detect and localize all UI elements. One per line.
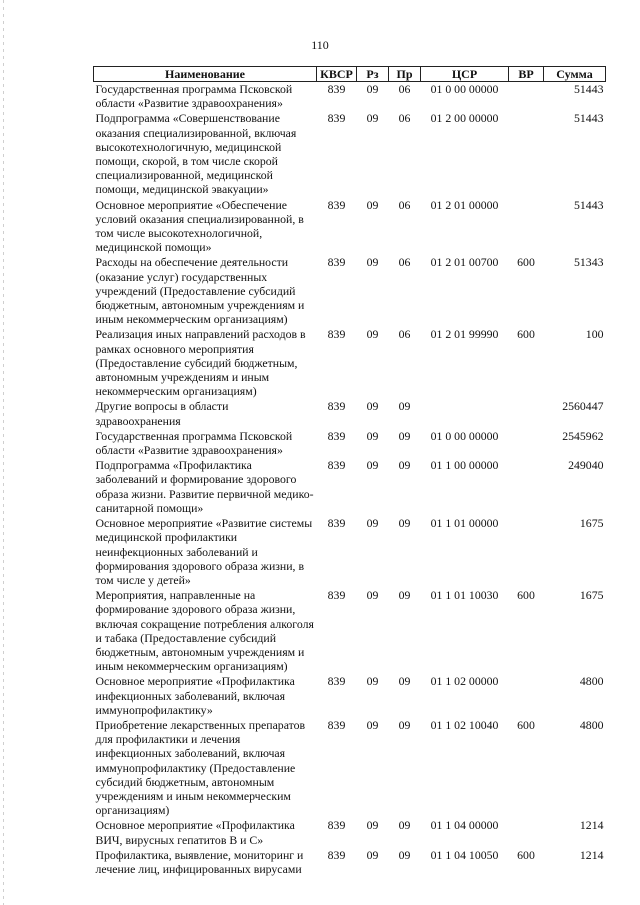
cell-vr xyxy=(509,82,544,112)
cell-kvsr: 839 xyxy=(327,847,346,862)
cell-csr: 01 2 01 00000 xyxy=(430,197,499,212)
table-header-row xyxy=(94,67,606,82)
table-row xyxy=(94,818,606,847)
cell-sum: 100 xyxy=(585,327,604,342)
cell-csr xyxy=(421,399,509,428)
cell-csr: 01 1 01 10030 xyxy=(430,588,499,603)
cell-kvsr: 839 xyxy=(327,717,346,732)
cell-rz: 09 xyxy=(366,847,379,862)
cell-vr xyxy=(509,399,544,428)
cell-vr xyxy=(509,516,544,588)
cell-name: Основное мероприятие «Профилактика ВИЧ, вирусных гепатитов В и С» xyxy=(95,818,295,847)
table-row xyxy=(94,848,606,877)
cell-rz: 09 xyxy=(366,717,379,732)
cell-sum: 2545962 xyxy=(562,428,604,443)
table-row xyxy=(94,458,606,516)
cell-name: Другие вопросы в области здравоохранения xyxy=(95,399,229,428)
table-row xyxy=(94,255,606,327)
cell-name: Мероприятия, направленные на формирование здорового образа жизни, включая сокращение потребления алкоголя и табака (Предоставление субсидий бюджетным, автономным учреждениям и иным некоммерческим организациям) xyxy=(95,588,314,674)
page-number: 110 xyxy=(311,38,329,52)
cell-name: Расходы на обеспечение деятельности (оказание услуг) государственных учреждений (Предоставление субсидий бюджетным, автономным учреждениям и иным некоммерческим организациям) xyxy=(95,255,305,327)
cell-kvsr: 839 xyxy=(327,516,346,531)
cell-name: Основное мероприятие «Обеспечение условий оказания специализированной, в том числе высокотехнологичной, медицинской помощи» xyxy=(95,197,304,255)
table-row xyxy=(94,674,606,718)
column-header-pr: Пр xyxy=(389,67,421,82)
cell-vr xyxy=(509,674,544,718)
cell-vr xyxy=(509,198,544,256)
column-header-rz: Рз xyxy=(357,67,389,82)
cell-kvsr: 839 xyxy=(327,399,346,414)
cell-pr: 09 xyxy=(398,674,411,689)
cell-kvsr: 839 xyxy=(327,111,346,126)
column-header-kvsr: КВСР xyxy=(317,67,357,82)
cell-kvsr: 839 xyxy=(327,674,346,689)
cell-vr xyxy=(509,818,544,847)
cell-sum: 1675 xyxy=(579,516,604,531)
cell-csr: 01 1 00 00000 xyxy=(430,458,499,473)
table-row xyxy=(94,198,606,256)
cell-csr: 01 0 00 00000 xyxy=(430,82,499,96)
cell-rz: 09 xyxy=(366,197,379,212)
cell-kvsr: 839 xyxy=(327,428,346,443)
cell-csr: 01 2 01 99990 xyxy=(430,327,499,342)
cell-rz: 09 xyxy=(366,428,379,443)
cell-pr: 09 xyxy=(398,399,411,414)
table-row xyxy=(94,82,606,112)
cell-sum: 1214 xyxy=(579,847,604,862)
cell-vr: 600 xyxy=(517,327,535,342)
table-row xyxy=(94,718,606,818)
cell-sum: 1214 xyxy=(579,818,604,833)
table-row xyxy=(94,516,606,588)
cell-sum: 4800 xyxy=(579,717,604,732)
cell-pr: 09 xyxy=(398,847,411,862)
column-header-csr: ЦСР xyxy=(421,67,509,82)
cell-vr xyxy=(509,458,544,516)
cell-name: Приобретение лекарственных препаратов для профилактики и лечения инфекционных заболеваний, включая иммунопрофилактику (Предоставление субсидий бюджетным, автономным учреждениям и иным некоммерческим организациям) xyxy=(95,717,306,818)
cell-csr: 01 2 00 00000 xyxy=(430,111,499,126)
cell-sum: 51443 xyxy=(574,82,604,96)
cell-rz: 09 xyxy=(366,327,379,342)
column-header-vr: ВР xyxy=(509,67,544,82)
cell-name: Профилактика, выявление, мониторинг и лечение лиц, инфицированных вирусами xyxy=(95,847,304,876)
cell-kvsr: 839 xyxy=(327,458,346,473)
cell-rz: 09 xyxy=(366,516,379,531)
cell-vr: 600 xyxy=(517,255,535,270)
table-row xyxy=(94,399,606,428)
cell-pr: 06 xyxy=(398,82,411,96)
cell-name: Подпрограмма «Совершенствование оказания специализированной, включая высокотехнологичную, медицинской помощи, скорой, в том числе скорой специализированной, медицинской помощи, медицинской эвакуации» xyxy=(95,111,297,197)
table-row xyxy=(94,111,606,197)
cell-sum: 51443 xyxy=(574,197,604,212)
cell-vr xyxy=(509,111,544,197)
cell-csr: 01 1 04 00000 xyxy=(430,818,499,833)
cell-sum: 2560447 xyxy=(562,399,604,414)
cell-kvsr: 839 xyxy=(327,255,346,270)
cell-sum: 51343 xyxy=(574,255,604,270)
scan-edge xyxy=(3,0,4,905)
table-row xyxy=(94,327,606,399)
cell-sum: 249040 xyxy=(568,458,604,473)
cell-csr: 01 2 01 00700 xyxy=(430,255,499,270)
column-header-name: Наименование xyxy=(94,67,317,82)
cell-name: Реализация иных направлений расходов в рамках основного мероприятия (Предоставление субсидий бюджетным, автономным учреждениям и иным некоммерческим организациям) xyxy=(95,327,306,399)
cell-vr: 600 xyxy=(517,717,535,732)
cell-pr: 06 xyxy=(398,327,411,342)
cell-pr: 06 xyxy=(398,255,411,270)
cell-vr: 600 xyxy=(517,847,535,862)
cell-sum: 1675 xyxy=(579,588,604,603)
cell-csr: 01 1 02 00000 xyxy=(430,674,499,689)
cell-csr: 01 0 00 00000 xyxy=(430,428,499,443)
cell-name: Государственная программа Псковской области «Развитие здравоохранения» xyxy=(95,428,293,458)
cell-vr: 600 xyxy=(517,588,535,603)
cell-rz: 09 xyxy=(366,458,379,473)
cell-name: Основное мероприятие «Развитие системы медицинской профилактики неинфекционных заболеваний и формирования здорового образа жизни, в том числе у детей» xyxy=(95,516,313,587)
budget-table xyxy=(93,66,606,877)
cell-csr: 01 1 04 10050 xyxy=(430,847,499,862)
cell-rz: 09 xyxy=(366,818,379,833)
cell-rz: 09 xyxy=(366,111,379,126)
cell-pr: 09 xyxy=(398,717,411,732)
cell-pr: 09 xyxy=(398,458,411,473)
cell-pr: 09 xyxy=(398,428,411,443)
cell-kvsr: 839 xyxy=(327,327,346,342)
table-row xyxy=(94,588,606,674)
cell-rz: 09 xyxy=(366,255,379,270)
cell-kvsr: 839 xyxy=(327,588,346,603)
cell-name: Государственная программа Псковской области «Развитие здравоохранения» xyxy=(95,82,293,111)
cell-pr: 09 xyxy=(398,516,411,531)
column-header-sum: Сумма xyxy=(544,67,606,82)
cell-rz: 09 xyxy=(366,82,379,96)
cell-pr: 06 xyxy=(398,111,411,126)
cell-name: Подпрограмма «Профилактика заболеваний и формирование здорового образа жизни. Развитие первичной медико-санитарной помощи» xyxy=(95,458,314,515)
cell-csr: 01 1 01 00000 xyxy=(430,516,499,531)
cell-kvsr: 839 xyxy=(327,82,346,96)
table-row xyxy=(94,429,606,458)
cell-kvsr: 839 xyxy=(327,197,346,212)
cell-csr: 01 1 02 10040 xyxy=(430,717,499,732)
cell-pr: 06 xyxy=(398,197,411,212)
cell-pr: 09 xyxy=(398,818,411,833)
cell-rz: 09 xyxy=(366,399,379,414)
cell-sum: 4800 xyxy=(579,674,604,689)
cell-rz: 09 xyxy=(366,588,379,603)
cell-name: Основное мероприятие «Профилактика инфекционных заболеваний, включая иммунопрофилактику» xyxy=(95,674,295,717)
cell-rz: 09 xyxy=(366,674,379,689)
cell-kvsr: 839 xyxy=(327,818,346,833)
cell-pr: 09 xyxy=(398,588,411,603)
cell-vr xyxy=(509,429,544,458)
cell-sum: 51443 xyxy=(574,111,604,126)
